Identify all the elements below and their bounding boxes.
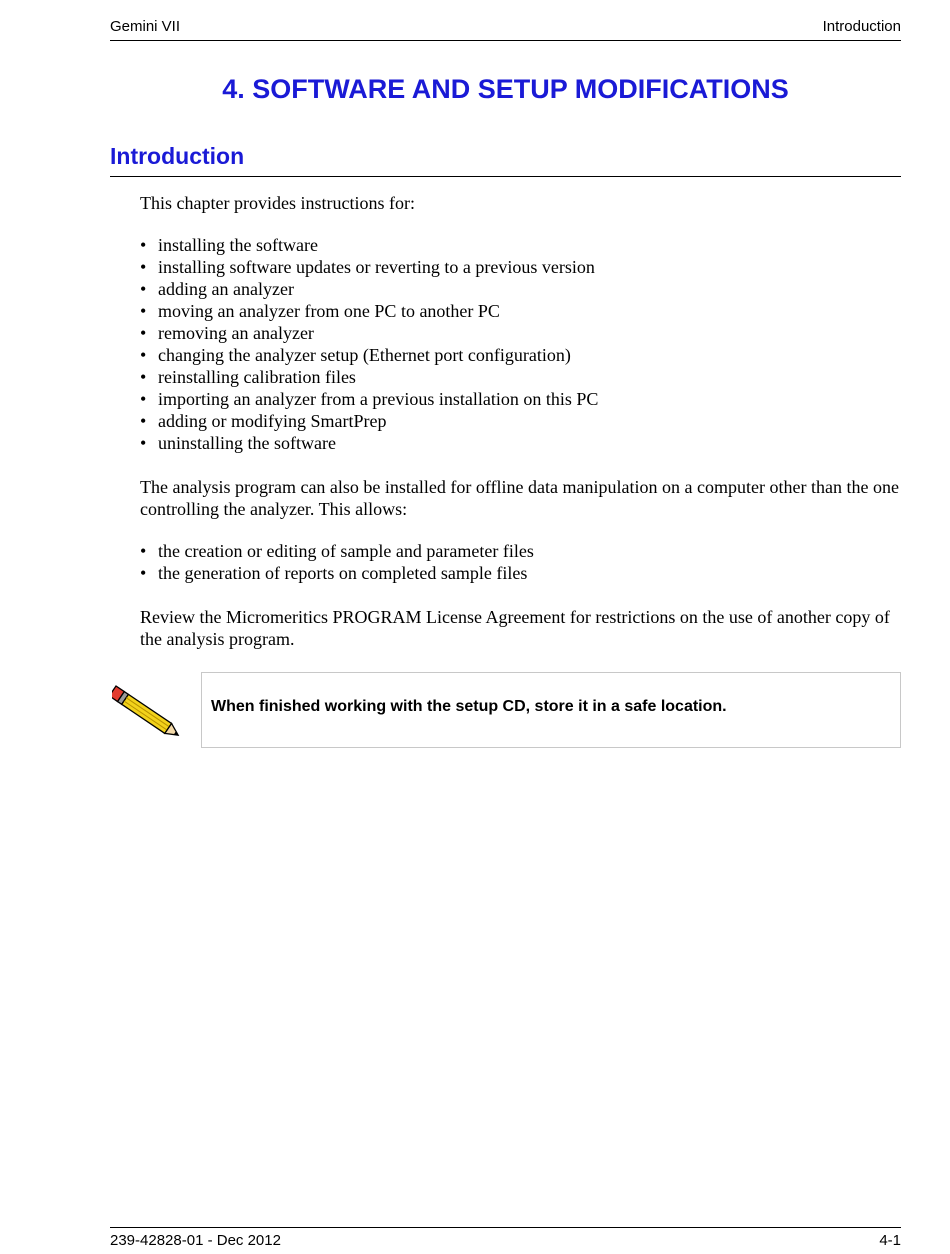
license-paragraph: Review the Micromeritics PROGRAM License Agreement for restrictions on the use of another copy of the analysis program. xyxy=(140,607,890,649)
offline-uses-list xyxy=(140,540,900,584)
list-item: • adding or modifying SmartPrep xyxy=(140,410,900,432)
section-heading: Introduction xyxy=(110,143,901,177)
list-item: • moving an analyzer from one PC to another PC xyxy=(140,300,900,322)
list-item: • the creation or editing of sample and parameter files xyxy=(140,540,900,562)
intro-paragraph: This chapter provides instructions for: xyxy=(140,193,415,213)
note-box xyxy=(201,672,901,748)
list-item: • installing software updates or reverting to a previous version xyxy=(140,256,900,278)
list-item: • the generation of reports on completed sample files xyxy=(140,562,900,584)
list-item: • uninstalling the software xyxy=(140,432,900,454)
list-item: • importing an analyzer from a previous installation on this PC xyxy=(140,388,900,410)
footer-page-number: 4-1 xyxy=(879,1232,901,1249)
list-item: • adding an analyzer xyxy=(140,278,900,300)
list-item: • changing the analyzer setup (Ethernet port configuration) xyxy=(140,344,900,366)
footer-document-number: 239-42828-01 - Dec 2012 xyxy=(110,1232,281,1249)
list-item: • installing the software xyxy=(140,234,900,256)
page-footer xyxy=(110,1227,901,1252)
offline-paragraph: The analysis program can also be installed for offline data manipulation on a computer other than the one controlling the analyzer. This allows: xyxy=(140,477,899,519)
header-section-name: Introduction xyxy=(822,18,901,35)
note-text: When finished working with the setup CD, store it in a safe location. xyxy=(211,698,727,715)
list-item: • removing an analyzer xyxy=(140,322,900,344)
pencil-icon xyxy=(112,680,184,738)
header-manual-name: Gemini VII xyxy=(110,18,181,35)
instructions-list xyxy=(140,234,900,454)
page-header xyxy=(110,18,901,41)
chapter-title: 4. SOFTWARE AND SETUP MODIFICATIONS xyxy=(222,74,789,104)
list-item: • reinstalling calibration files xyxy=(140,366,900,388)
